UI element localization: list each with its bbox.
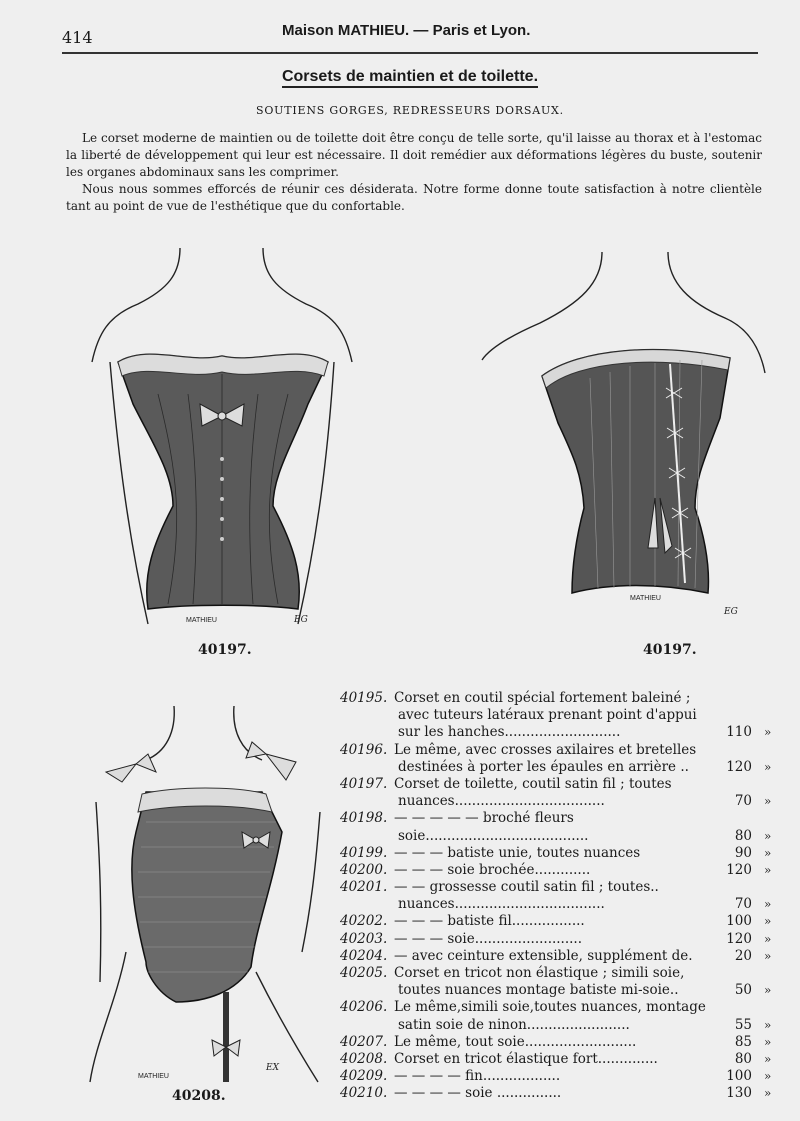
item-reference: 40206. xyxy=(340,999,388,1016)
price-list-row xyxy=(340,1051,780,1068)
price-list-row xyxy=(340,707,780,724)
item-description: toutes nuances montage batiste mi-soie.. xyxy=(398,982,679,999)
item-description: sur les hanches........................... xyxy=(398,724,621,741)
currency-mark: » xyxy=(764,948,772,963)
engraver-signature: MATHIEU xyxy=(630,595,661,602)
price-list-row xyxy=(340,896,780,913)
currency-mark: » xyxy=(764,845,772,860)
item-reference: 40203. xyxy=(340,930,388,947)
item-price: 90 xyxy=(734,844,752,861)
price-list-row xyxy=(340,982,780,999)
item-price: 85 xyxy=(734,1033,752,1050)
item-description: Corset de toilette, coutil satin fil ; toutes xyxy=(394,775,672,792)
item-description: Le même,simili soie,toutes nuances, montage xyxy=(394,999,706,1016)
figure-caption: 40197. xyxy=(643,642,697,658)
price-list-row xyxy=(340,724,780,741)
shoulder-bow-icon xyxy=(106,742,296,782)
engraver-signature: MATHIEU xyxy=(138,1073,169,1080)
currency-mark: » xyxy=(764,1069,772,1084)
intro-paragraph-2: Nous nous sommes efforcés de réunir ces désiderata. Notre forme donne toute satisfaction à notre clientèle tant au point de vue de l'esthétique que du confortable. xyxy=(66,182,762,213)
currency-mark: » xyxy=(764,1051,772,1066)
item-reference: 40207. xyxy=(340,1033,388,1050)
item-description: Corset en tricot non élastique ; simili soie, xyxy=(394,965,685,981)
currency-mark: » xyxy=(764,1086,772,1101)
item-description: soie...................................... xyxy=(398,827,589,844)
item-description: Le même, tout soie.......................... xyxy=(394,1033,637,1050)
item-price: 80 xyxy=(734,827,752,844)
price-list-row xyxy=(340,1068,780,1085)
item-description: satin soie de ninon........................ xyxy=(398,1016,630,1033)
item-description: — — — — fin.................. xyxy=(394,1068,561,1085)
corset-illustration-front xyxy=(88,244,358,636)
section-subtitle: SOUTIENS GORGES, REDRESSEURS DORSAUX. xyxy=(256,104,564,117)
currency-mark: » xyxy=(764,983,772,998)
item-price: 100 xyxy=(726,1068,752,1085)
price-list-row xyxy=(340,965,780,982)
engraver-monogram: EG xyxy=(294,615,308,625)
item-price: 130 xyxy=(726,1085,752,1102)
item-description: — — grossesse coutil satin fil ; toutes.. xyxy=(394,879,659,896)
item-reference: 40200. xyxy=(340,861,388,878)
item-description: — — — soie......................... xyxy=(394,930,583,947)
item-price: 100 xyxy=(726,913,752,930)
item-price: 120 xyxy=(726,930,752,947)
item-description: — — — — soie ............... xyxy=(394,1085,562,1102)
price-list-row xyxy=(340,862,780,879)
page-header xyxy=(62,22,760,46)
item-description: nuances................................... xyxy=(398,793,605,810)
item-reference: 40208. xyxy=(340,1050,388,1067)
item-reference: 40199. xyxy=(340,844,388,861)
running-title-rest: — Paris et Lyon. xyxy=(413,22,531,39)
item-price: 120 xyxy=(726,758,752,775)
item-reference: 40210. xyxy=(340,1085,388,1102)
item-description: avec tuteurs latéraux prenant point d'appui xyxy=(398,707,697,724)
item-price: 20 xyxy=(734,947,752,964)
item-price: 70 xyxy=(734,896,752,913)
item-description: — — — batiste fil................. xyxy=(394,913,585,930)
corset-illustration-back xyxy=(480,248,770,633)
intro-paragraph-1: Le corset moderne de maintien ou de toilette doit être conçu de telle sorte, qu'il laisse au thorax et à l'estomac la liberté de développement qui leur est nécessaire. Il doit remédier aux déformations légères du buste, soutenir les organes abdominaux sans les comprimer. xyxy=(66,131,762,179)
engraver-signature: MATHIEU xyxy=(186,617,217,624)
item-description: Corset en coutil spécial fortement baleiné ; xyxy=(394,690,691,706)
currency-mark: » xyxy=(764,914,772,929)
price-list-row xyxy=(340,931,780,948)
currency-mark: » xyxy=(764,1017,772,1032)
item-reference: 40198. xyxy=(340,810,388,827)
price-list-row xyxy=(340,1085,780,1102)
page-number: 414 xyxy=(62,28,93,47)
item-price: 55 xyxy=(734,1016,752,1033)
price-list-row xyxy=(340,845,780,862)
price-list-row xyxy=(340,759,780,776)
item-reference: 40197. xyxy=(340,775,388,792)
item-price: 80 xyxy=(734,1050,752,1067)
item-description: destinées à porter les épaules en arrière .. xyxy=(398,758,689,775)
section-title xyxy=(0,68,800,86)
price-list-row xyxy=(340,1017,780,1034)
price-list-row xyxy=(340,948,780,965)
item-reference: 40195. xyxy=(340,690,388,706)
engraver-monogram: EX xyxy=(266,1063,279,1073)
price-list-row xyxy=(340,1034,780,1051)
item-reference: 40196. xyxy=(340,741,388,758)
item-reference: 40202. xyxy=(340,913,388,930)
item-description: nuances................................... xyxy=(398,896,605,913)
item-description: — — — batiste unie, toutes nuances xyxy=(394,844,641,861)
currency-mark: » xyxy=(764,1034,772,1049)
section-title-text: Corsets de maintien et de toilette. xyxy=(282,68,538,88)
currency-mark: » xyxy=(764,725,772,740)
item-price: 110 xyxy=(726,724,752,741)
item-price: 120 xyxy=(726,861,752,878)
price-list-row xyxy=(340,810,780,827)
header-rule xyxy=(62,52,758,54)
price-list-row xyxy=(340,999,780,1016)
item-description: — — — — — broché fleurs xyxy=(394,810,574,827)
item-reference: 40205. xyxy=(340,965,388,981)
price-list-row xyxy=(340,742,780,759)
intro-text xyxy=(66,130,762,215)
currency-mark: » xyxy=(764,828,772,843)
item-price: 70 xyxy=(734,793,752,810)
price-list-row xyxy=(340,879,780,896)
price-list-row xyxy=(340,793,780,810)
currency-mark: » xyxy=(764,897,772,912)
currency-mark: » xyxy=(764,794,772,809)
item-reference: 40204. xyxy=(340,947,388,964)
running-title xyxy=(282,22,530,39)
figure-caption: 40197. xyxy=(198,642,252,658)
currency-mark: » xyxy=(764,862,772,877)
price-list-row xyxy=(340,690,780,707)
engraver-monogram: EG xyxy=(724,607,738,617)
figure-caption: 40208. xyxy=(172,1088,226,1104)
price-list-row xyxy=(340,776,780,793)
item-description: — — — soie brochée............. xyxy=(394,861,591,878)
price-list xyxy=(340,690,780,1103)
item-price: 50 xyxy=(734,982,752,999)
currency-mark: » xyxy=(764,931,772,946)
price-list-row xyxy=(340,913,780,930)
item-description: Le même, avec crosses axilaires et bretelles xyxy=(394,741,697,758)
item-description: Corset en tricot élastique fort.............. xyxy=(394,1050,658,1067)
item-reference: 40201. xyxy=(340,879,388,896)
item-reference: 40209. xyxy=(340,1068,388,1085)
running-title-brand: Maison MATHIEU. xyxy=(282,22,410,39)
currency-mark: » xyxy=(764,759,772,774)
corset-illustration-straps xyxy=(86,702,336,1088)
item-description: — avec ceinture extensible, supplément de. xyxy=(394,947,693,964)
price-list-row xyxy=(340,828,780,845)
